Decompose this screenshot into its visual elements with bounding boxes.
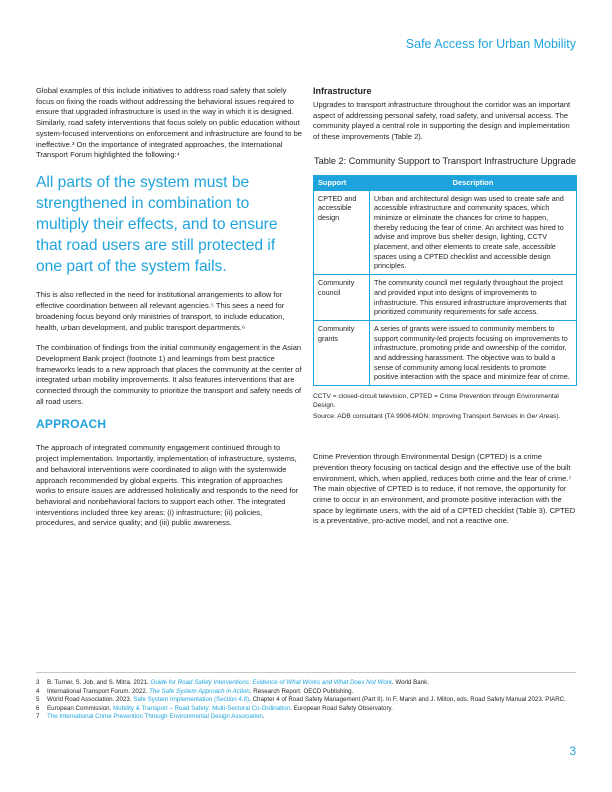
approach-paragraph: The approach of integrated community engagement continued through to project implementation. Importantly, implementation of infrastructure, systems, and behavioral interventions were coordinated to align with the systemwide approach recommended by global experts. This integration of approaches works to ensure issues are addressed holistically and responds to the need for behavioral and nonbehavioral factors to support each other. The integrated interventions included three key areas: (i) infrastructure; (ii) policies, procedures, and service quality; and (iii) public awareness.: [36, 443, 299, 528]
footnote-link[interactable]: Mobility & Transport – Road Safety: Multi-Sectoral Co-Ordination: [113, 704, 291, 712]
footnotes: [36, 672, 576, 722]
footnote-link[interactable]: Safe System Implementation (Section 4.8): [133, 696, 250, 704]
pull-quote: All parts of the system must be strengthened in combination to multiply their effects, and to ensure that road users are still protected if one part of the system fails.: [36, 173, 278, 276]
footnote: 3 B. Turner, S. Job, and S. Mitra. 2021. Guide for Road Safety Interventions: Evidence of What Works and What Does Not Work. World Bank.: [36, 679, 429, 686]
findings-paragraph: The combination of findings from the initial community engagement in the Asian Development Bank project (footnote 1) and learnings from best practice frameworks leads to a new approach that places the community at the center of integrated urban mobility improvements. It also features interventions that are connected through the community to prioritize the transport and safety needs of all road users.: [36, 343, 302, 406]
left-column: [36, 86, 303, 539]
infrastructure-paragraph: Upgrades to transport infrastructure throughout the corridor was an important aspect of addressing personal safety, road safety, and universal access. The community played a central role in supporting the design and implementation of these improvements (Table 2).: [313, 100, 571, 142]
support-cell: Community council: [314, 275, 370, 321]
table-header-row: [314, 175, 577, 190]
running-header: Safe Access for Urban Mobility: [405, 37, 576, 51]
table-title: Table 2: Community Support to Transport Infrastructure Upgrade: [314, 155, 576, 166]
description-cell: The community council met regularly throughout the project and provided input into designs of improvements to infrastructure. This ensured infrastructure improvements that prioritized community requirements for safe access.: [370, 275, 577, 321]
table-row: [314, 190, 577, 275]
cpted-paragraph: Crime Prevention through Environmental Design (CPTED) is a crime prevention theory focusing on tactical design and the effective use of the built environment, which, when applied, reduces both crime and the fear of crime.⁷ The main objective of CPTED is to reduce, if not remove, the opportunity for crime to occur in an environment, and promote positive interaction with the space by legitimate users, with the aid of a CPTED checklist (Table 3). CPTED is a preventative, pro-active model, and not a reactive one.: [313, 452, 576, 526]
intro-paragraph: Global examples of this include initiatives to address road safety that solely focus on fixing the roads without addressing the behavioral issues required to ensure that upgraded infrastructure is used in the way in which it is designed. Similarly, road safety interventions that focus solely on public education without system-focused interventions on enforcement and infrastructure are found to be ineffective.³ On the importance of integrated approaches, the International Transport Forum highlighted the following:⁴: [36, 86, 302, 160]
support-cell: CPTED and accessible design: [314, 190, 370, 275]
support-column-header: Support: [314, 175, 370, 190]
table-row: [314, 320, 577, 385]
approach-heading: APPROACH: [36, 417, 107, 432]
table-source-note: Source: ADB consultant (TA 9906-MON: Improving Transport Services in Ger Areas).: [313, 413, 561, 421]
description-cell: Urban and architectural design was used to create safe and accessible infrastructure and community spaces, which minimize or eliminate the chances for crime to happen, thereby reducing the fear of crime. An architect was hired to advise and improve bus shelter design, lighting, CCTV placement, and other elements to create safe, accessible spaces using a CPTED checklist and accessible design principles.: [370, 190, 577, 275]
footnote: 5 World Road Association. 2023. Safe System Implementation (Section 4.8). Chapter 4 of Road Safety Management (Part II). In F. Marsh and J. Milton, eds. Road Safety Manual 2023. PIARC.: [36, 696, 566, 704]
table-row: [314, 275, 577, 321]
footnote-link[interactable]: Guide for Road Safety Interventions: Evidence of What Works and What Does Not Work: [150, 679, 392, 686]
right-column: [313, 86, 577, 537]
page-number: 3: [569, 744, 576, 758]
footnote-link[interactable]: The International Crime Prevention Through Environmental Design Association: [47, 713, 263, 721]
community-support-table: [313, 175, 577, 386]
description-cell: A series of grants were issued to community members to support community-led projects focusing on improvements to infrastructure, promoting pride and ownership of the corridor, and addressing harassment. The objective was to build a sense of community among local residents to promote positive interaction with the space and minimize fear of crime.: [370, 320, 577, 385]
footnote: 4 International Transport Forum. 2022. The Safe System Approach in Action. Research Report. OECD Publishing.: [36, 687, 354, 695]
table-abbreviations-note: CCTV = closed-circuit television, CPTED = Crime Prevention through Environmental Design.: [313, 393, 559, 410]
coordination-paragraph: This is also reflected in the need for institutional arrangements to allow for effective coordination between all relevant agencies.⁵ This sees a need for broadening focus beyond only ministries of transport, to include education, health, urban development, and public transport departments.⁶: [36, 290, 285, 332]
infrastructure-heading: Infrastructure: [313, 86, 372, 96]
footnote: 6 European Commission. Mobility & Transport – Road Safety: Multi-Sectoral Co-Ordination. European Road Safety Observatory.: [36, 704, 393, 712]
description-column-header: Description: [370, 175, 577, 190]
support-cell: Community grants: [314, 320, 370, 385]
footnote-link[interactable]: The Safe System Approach in Action: [149, 687, 250, 695]
footnote: 7 The International Crime Prevention Through Environmental Design Association.: [36, 713, 265, 721]
